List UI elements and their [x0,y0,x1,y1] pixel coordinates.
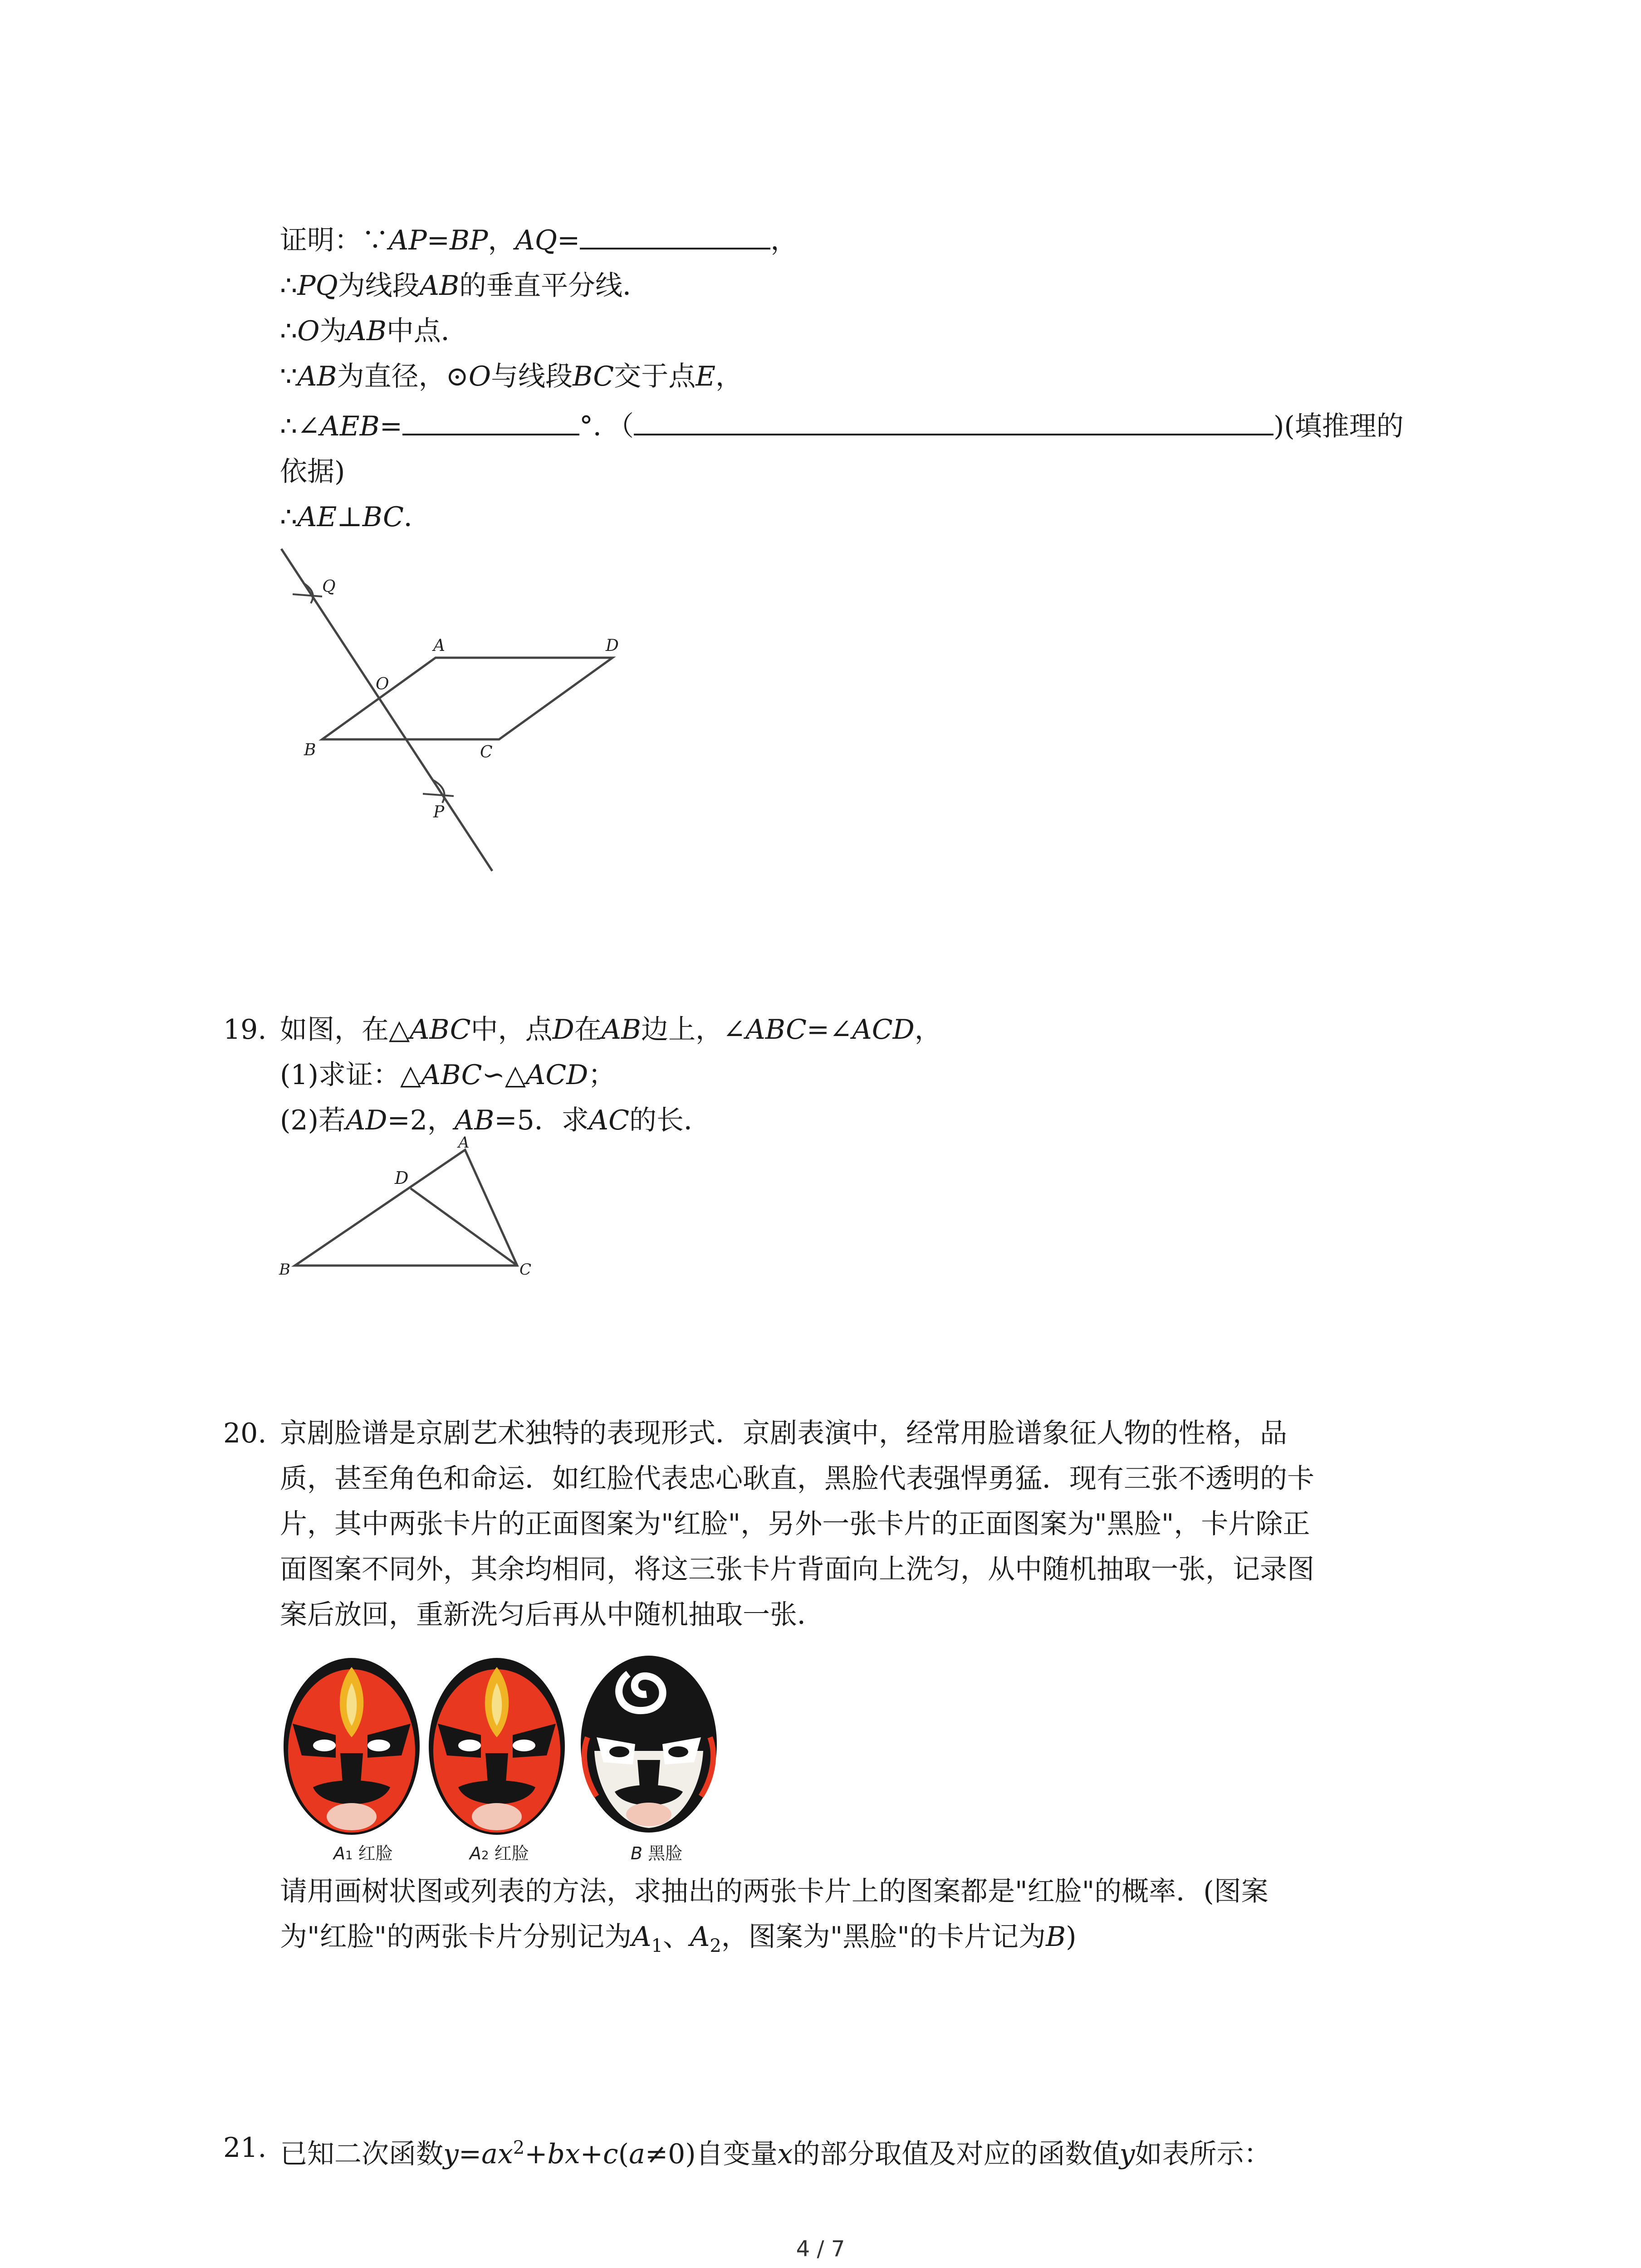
q20-para-line-2: 质，甚至角色和命运．如红脸代表忠心耿直，黑脸代表强悍勇猛．现有三张不透明的卡 [280,1463,1314,1495]
mask-a2-caption: A2 红脸 [470,1843,529,1863]
mask-b-caption: B 黑脸 [631,1843,683,1863]
label-q: Q [322,577,336,596]
q18-parallelogram-figure [254,535,644,880]
q20-para-line-3: 片，其中两张卡片的正面图案为"红脸"，另外一张卡片的正面图案为"黑脸"，卡片除正 [280,1508,1310,1540]
mask-a1-caption: A1 红脸 [333,1843,393,1863]
label-p: P [433,803,445,821]
mask-a2-red-face-image [426,1647,567,1837]
q18-proof-line-5: ∴∠AEB= °．（ )(填推理的 [280,408,1404,445]
label-c: C [519,1261,532,1279]
q20-question-line-1: 请用画树状图或列表的方法，求抽出的两张卡片上的图案都是"红脸"的概率．(图案 [280,1876,1269,1907]
q18-proof-line-6: 依据) [280,456,345,488]
label-a: A [433,636,445,655]
q18-proof-line-3: ∴O为AB中点． [280,315,468,347]
q18-proof-line-4: ∵AB为直径，⊙O与线段BC交于点E， [280,361,743,392]
q20-para-line-5: 案后放回，重新洗匀后再从中随机抽取一张． [280,1599,824,1631]
q18-proof-line-7: ∴AE⊥BC． [280,501,431,533]
label-c: C [480,743,493,762]
label-d: D [606,636,619,655]
q19-triangle-figure [268,1134,549,1288]
q19-line-3: (2)若AD=2，AB=5．求AC的长． [280,1105,711,1136]
q19-line-2: (1)求证：△ABC∽△ACD； [280,1059,616,1091]
q21-line-1: 已知二次函数$y=ax^2+bx+c(a\ne 0)$自变量x的部分取值及对应的函数值y如表所示： [280,2137,1271,2170]
q19-line-1: 如图，在△ABC中，点D在AB边上，∠ABC=∠ACD， [280,1014,942,1046]
q20-question-line-2: 为"红脸"的两张卡片分别记为$A_1$、$A_2$，图案为"黑脸"的卡片记为B) [280,1921,1077,1956]
segment-cd [411,1188,517,1266]
q18-proof-line-2: ∴PQ为线段AB的垂直平分线． [280,270,650,302]
tick-mark-p [423,794,454,796]
label-o: O [376,675,389,694]
label-a: A [458,1134,470,1152]
answer-blank-reason[interactable] [634,408,1274,435]
q20-para-line-1: 京剧脸谱是京剧艺术独特的表现形式．京剧表演中，经常用脸谱象征人物的性格，品 [280,1418,1287,1449]
q19-number: 19. [223,1014,267,1046]
answer-blank-aq[interactable] [580,222,770,249]
q21-number: 21. [223,2132,267,2164]
answer-blank-angle[interactable] [402,408,579,435]
parallelogram-abcd [322,658,612,739]
label-b: B [304,741,316,759]
q20-number: 20. [223,1418,267,1449]
q20-para-line-4: 面图案不同外，其余均相同，将这三张卡片背面向上洗匀，从中随机抽取一张，记录图 [280,1554,1314,1585]
mask-b-black-face-image [578,1647,719,1837]
label-b: B [279,1261,290,1279]
page-number: 4 / 7 [796,2236,845,2262]
triangle-abc [295,1150,517,1266]
q18-proof-line-1: 证明：∵AP=BP，AQ= ， [280,222,798,259]
tick-mark-q [293,594,322,596]
mask-a1-red-face-image [281,1647,422,1837]
label-d: D [395,1168,409,1188]
